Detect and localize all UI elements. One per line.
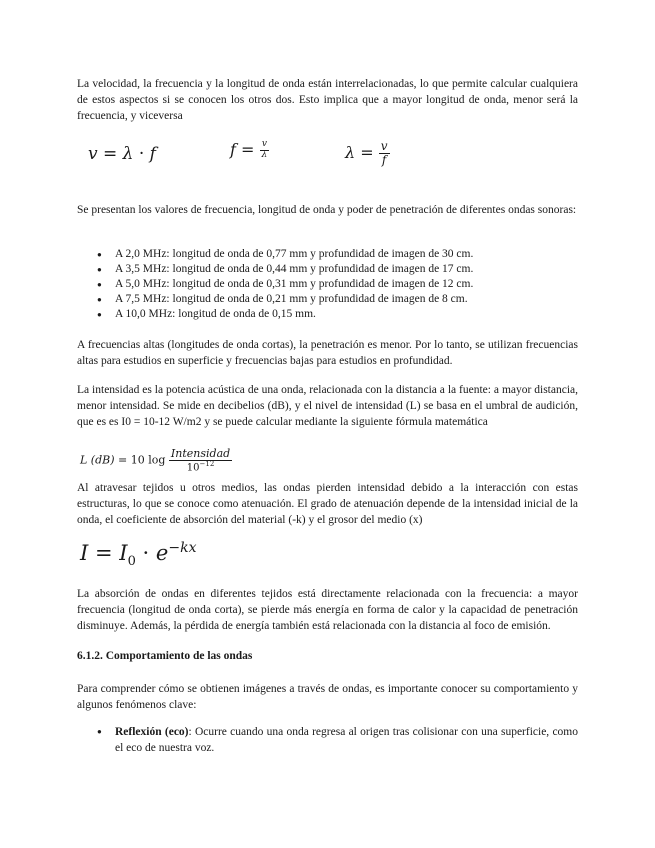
eq5-lhs: I xyxy=(80,541,89,565)
eq5-dot: · xyxy=(142,541,150,565)
list-item: ● A 2,0 MHz: longitud de onda de 0,77 mm y profundidad de imagen de 30 cm. xyxy=(77,247,578,262)
eq5-exponent: −kx xyxy=(168,540,197,556)
paragraph-sound-values-intro: Se presentan los valores de frecuencia, longitud de onda y poder de penetración de diferentes ondas sonoras: xyxy=(77,204,577,216)
equation-intensity-level xyxy=(80,448,232,473)
paragraph-intensity: La intensidad es la potencia acústica de una onda, relacionada con la distancia a la fuente: a mayor distancia, menor intensidad. Se mide en decibelios (dB), y el nivel de intensidad (L) se basa en el umbral de audición, que es es I0 = 10-12 W/m2 y se puede calcular mediante la siguiente fórmula matemática xyxy=(77,384,578,428)
eq5-initial-intensity xyxy=(119,541,136,570)
paragraph-absorption: La absorción de ondas en diferentes tejidos está directamente relacionada con la frecuencia: a mayor frecuencia (longitud de onda corta), se pierde más energía en forma de calor y la capacidad de penetración disminuye. Además, la pérdida de energía también está relacionada con la distancia al foco de emisión. xyxy=(77,588,578,632)
list-item: ● A 3,5 MHz: longitud de onda de 0,44 mm y profundidad de imagen de 17 cm. xyxy=(77,262,578,277)
eq4-coefficient: 10 log xyxy=(130,453,166,467)
eq3-lhs: λ xyxy=(345,142,356,162)
eq5-i0-subscript: 0 xyxy=(127,554,136,570)
frequency-values-list xyxy=(77,247,578,322)
eq1-lhs: v xyxy=(88,144,98,164)
eq2-lhs: f xyxy=(230,140,236,159)
eq4-lhs: L (dB) xyxy=(80,453,115,467)
paragraph-high-frequencies: A frecuencias altas (longitudes de onda cortas), la penetración es menor. Por lo tanto, se utilizan frecuencias altas para estudios en superficie y frecuencias bajas para estudios en profundidad. xyxy=(77,339,578,367)
eq2-fraction xyxy=(260,140,270,160)
section-heading: 6.1.2. Comportamiento de las ondas xyxy=(77,650,253,662)
equation-wavelength xyxy=(345,140,390,167)
eq5-exponential xyxy=(156,541,197,565)
eq3-numerator: v xyxy=(380,139,388,153)
eq1-f: f xyxy=(149,144,156,164)
eq4-equals: = xyxy=(118,453,128,467)
list-item: ● A 10,0 MHz: longitud de onda de 0,15 mm. xyxy=(77,307,578,322)
equation-velocity xyxy=(88,144,156,164)
list-item-reflection xyxy=(77,724,578,756)
equation-attenuation xyxy=(80,540,196,569)
eq5-equals: = xyxy=(94,541,113,565)
eq4-den-exponent: −12 xyxy=(199,459,215,468)
eq2-numerator: v xyxy=(261,139,267,150)
phenomena-list xyxy=(77,724,578,756)
eq1-dot: · xyxy=(138,144,145,164)
eq5-base: e xyxy=(155,541,169,565)
eq4-denominator xyxy=(185,461,217,473)
eq1-equals: = xyxy=(103,144,118,164)
reflection-term: Reflexión (eco) xyxy=(115,726,189,738)
paragraph-wave-relation: La velocidad, la frecuencia y la longitud de onda están interrelacionadas, lo que permite calcular cualquiera de estos aspectos si se conocen los otros dos. Esto implica que a mayor longitud de onda, menor será la frecuencia, y viceversa xyxy=(77,78,578,122)
equation-frequency xyxy=(230,140,269,161)
eq3-equals: = xyxy=(360,142,374,162)
reflection-description: : Ocurre cuando una onda regresa al origen tras colisionar con una superficie, como el eco de nuestra voz. xyxy=(115,726,578,754)
eq4-numerator: Intensidad xyxy=(170,447,231,460)
eq3-fraction xyxy=(379,140,390,167)
eq4-den-base: 10 xyxy=(186,461,200,473)
paragraph-behavior-intro: Para comprender cómo se obtienen imágenes a través de ondas, es importante conocer su comportamiento y algunos fenómenos clave: xyxy=(77,683,578,711)
eq4-fraction xyxy=(169,448,232,473)
eq2-equals: = xyxy=(241,140,255,159)
eq2-denominator: λ xyxy=(261,149,268,160)
list-item: ● A 7,5 MHz: longitud de onda de 0,21 mm y profundidad de imagen de 8 cm. xyxy=(77,292,578,307)
paragraph-attenuation: Al atravesar tejidos u otros medios, las ondas pierden intensidad debido a la interacción con estas estructuras, lo que se conoce como atenuación. El grado de atenuación depende de la intensidad inicial de la onda, el coeficiente de absorción del material (-k) y el grosor del medio (x) xyxy=(77,482,578,526)
eq5-i0-base: I xyxy=(119,541,128,565)
list-item: ● A 5,0 MHz: longitud de onda de 0,31 mm y profundidad de imagen de 12 cm. xyxy=(77,277,578,292)
eq3-denominator: f xyxy=(381,152,387,167)
eq1-lambda: λ xyxy=(122,144,134,164)
